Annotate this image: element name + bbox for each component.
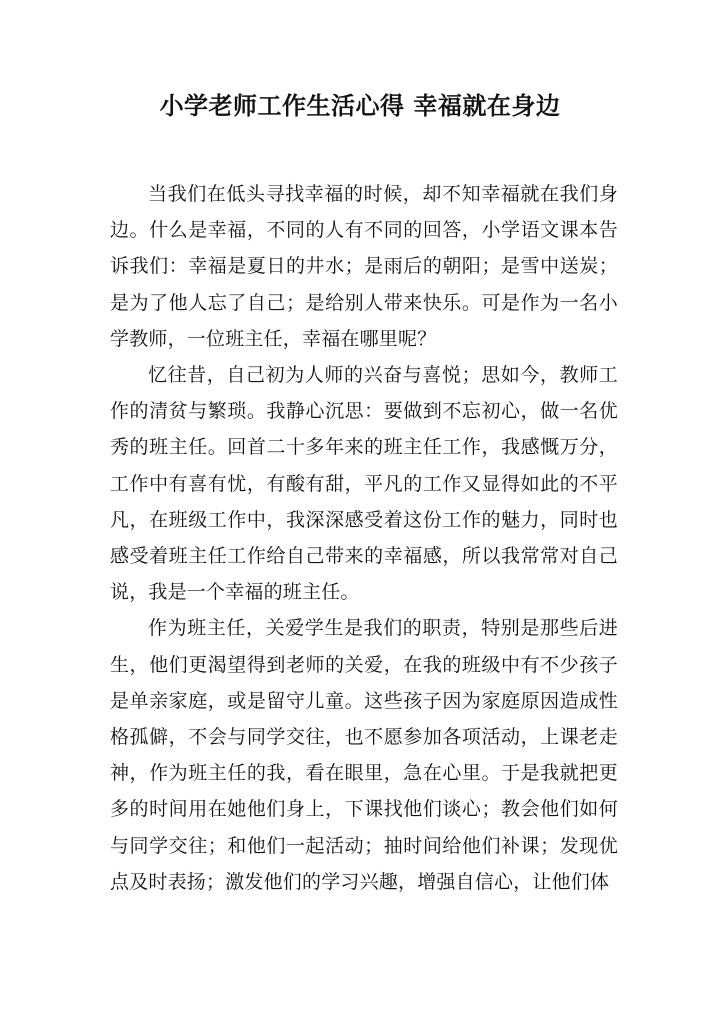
document-body bbox=[110, 176, 618, 900]
paragraph-1: 当我们在低头寻找幸福的时候，却不知幸福就在我们身边。什么是幸福，不同的人有不同的回答，小学语文课本告诉我们：幸福是夏日的井水；是雨后的朝阳；是雪中送炭；是为了他人忘了自己；是给别人带来快乐。可是作为一名小学教师，一位班主任，幸福在哪里呢？ bbox=[110, 183, 618, 350]
document-title: 小学老师工作生活心得 幸福就在身边 bbox=[159, 92, 561, 120]
paragraph-3: 作为班主任，关爱学生是我们的职责，特别是那些后进生，他们更渴望得到老师的关爱，在我的班级中有不少孩子是单亲家庭，或是留守儿童。这些孩子因为家庭原因造成性格孤僻，不会与同学交往，也不愿参加各项活动，上课老走神，作为班主任的我，看在眼里，急在心里。于是我就把更多的时间用在她他们身上，下课找他们谈心；教会他们如何与同学交往；和他们一起活动；抽时间给他们补课；发现优点及时表扬；激发他们的学习兴趣，增强自信心，让他们体 bbox=[110, 617, 618, 893]
paragraph-2: 忆往昔，自己初为人师的兴奋与喜悦；思如今，教师工作的清贫与繁琐。我静心沉思：要做到不忘初心，做一名优秀的班主任。回首二十多年来的班主任工作，我感慨万分，工作中有喜有忧，有酸有甜，平凡的工作又显得如此的不平凡，在班级工作中，我深深感受着这份工作的魅力，同时也感受着班主任工作给自己带来的幸福感，所以我常常对自己说，我是一个幸福的班主任。 bbox=[110, 364, 618, 604]
